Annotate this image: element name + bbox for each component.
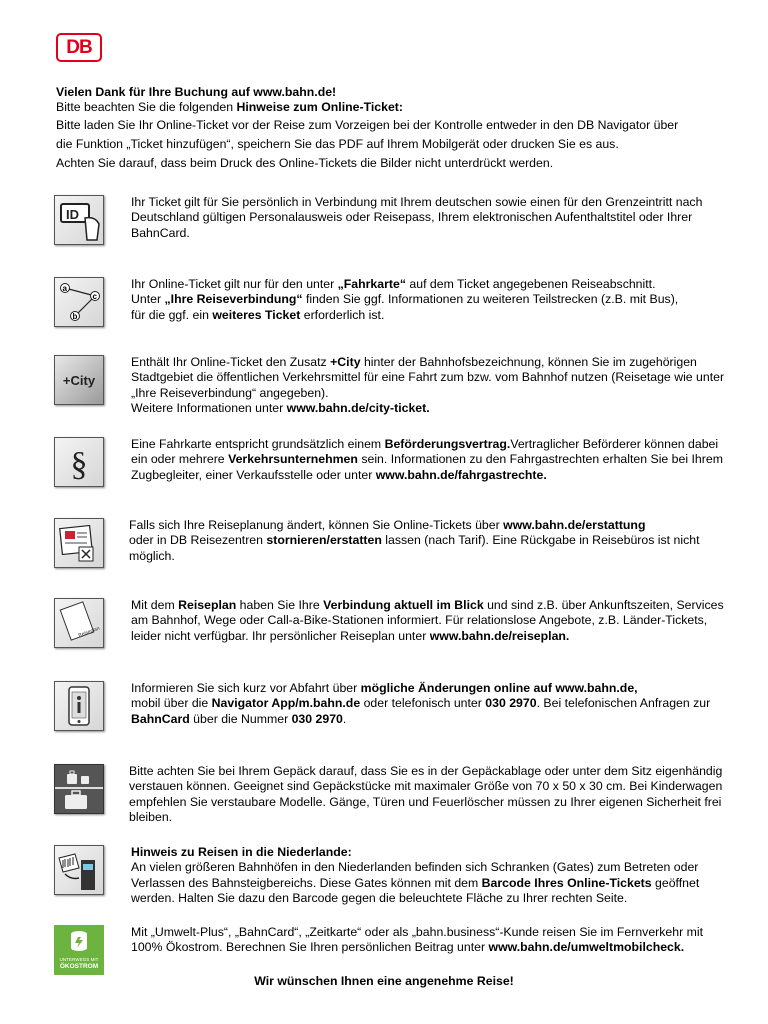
paragraph-icon — [54, 437, 104, 487]
notice-info-text — [131, 681, 731, 727]
info-t5: über die Nummer — [189, 711, 292, 726]
eco-icon-label: UNTERWEGS MIT — [59, 957, 99, 962]
route-t5: für die ggf. ein — [131, 307, 213, 322]
notice-law-text — [131, 437, 731, 483]
route-t6: erforderlich ist. — [300, 307, 385, 322]
notice-route-text — [131, 277, 731, 323]
db-logo: DB — [56, 33, 102, 62]
eco-b1: www.bahn.de/umweltmobilcheck. — [488, 940, 685, 955]
city-t2: hinter der Bahnhofsbezeichnung, können Sie im zugehörigen Stadtgebiet die öffentlichen Verkehrsmittel für eine Fahrt zum bzw. vom Bahnhof nutzen (Reisetage wie unter „Ihre Reiseverbindung“ angegeben). — [131, 355, 725, 400]
refund-t2: oder in DB Reisezentren — [129, 533, 267, 548]
law-b1: Beförderungsvertrag. — [384, 437, 511, 451]
id-card-icon — [54, 195, 104, 245]
id-icon-text: ID — [66, 207, 79, 222]
thanks-line — [56, 85, 736, 99]
refund-t1: Falls sich Ihre Reiseplanung ändert, können Sie Online-Tickets über — [129, 518, 504, 532]
phone-info-icon — [54, 681, 104, 731]
hint-bold: Hinweise zum Online-Ticket: — [236, 100, 404, 114]
info-t3: oder telefonisch unter — [360, 696, 486, 711]
route-label-b: b — [72, 312, 78, 321]
city-t1: Enthält Ihr Online-Ticket den Zusatz — [131, 355, 331, 369]
route-label-a: a — [62, 284, 67, 293]
notice-reiseplan-text — [131, 598, 731, 644]
city-icon-text: +City — [62, 373, 96, 388]
refund-b1: www.bahn.de/erstattung — [503, 518, 646, 532]
hint-line — [56, 99, 736, 116]
info-t6: . — [342, 711, 347, 726]
law-t2: Vertraglicher Beförderer können dabei ein oder mehrere — [131, 437, 719, 467]
city-t3: Weitere Informationen unter — [131, 400, 287, 415]
notice-netherlands-text — [131, 845, 731, 906]
refund-t3: lassen (nach Tarif). Eine Rückgabe in Reisebüros ist nicht möglich. — [129, 533, 700, 563]
eco-icon-label2: ÖKOSTROM — [59, 963, 99, 970]
info-b4: BahnCard — [131, 711, 190, 726]
netherlands-t1: An vielen größeren Bahnhöfen in den Niederlanden befinden sich Schranken (Gates) zum Betreten oder Verlassen des Bahnsteigbereichs. Diese Gates können mit dem — [131, 860, 699, 890]
route-label-c: c — [92, 292, 97, 301]
netherlands-b1: Barcode Ihres Online-Tickets — [481, 875, 652, 890]
info-b5: 030 2970 — [291, 711, 343, 726]
route-t4: finden Sie ggf. Informationen zu weiteren Teilstrecken (z.B. mit Bus), — [302, 292, 679, 307]
info-t2: mobil über die — [131, 696, 212, 711]
reiseplan-b1: Reiseplan — [178, 598, 237, 612]
reiseplan-t1: Mit dem — [131, 598, 179, 612]
refund-ticket-icon — [54, 518, 104, 568]
eco-t1: Mit „Umwelt-Plus“, „BahnCard“, „Zeitkarte“ oder als „bahn.business“-Kunde reisen Sie im Fernverkehr mit 100% Ökostrom. Berechnen Sie Ihren persönlichen Beitrag unter — [131, 925, 703, 955]
notice-id-text: Ihr Ticket gilt für Sie persönlich in Verbindung mit Ihrem deutschen sowie einen für den Grenzeintritt nach Deutschland gültigen Personalausweis oder Reisepass, Ihrem elektronischen Aufenthaltstitel oder Ihrer BahnCard. — [131, 195, 703, 240]
route-b1: „Fahrkarte“ — [337, 277, 406, 291]
gate-scanner-icon — [54, 845, 104, 895]
notice-luggage-text: Bitte achten Sie bei Ihrem Gepäck darauf, dass Sie es in der Gepäckablage oder unter dem Sitz eigenhändig verstauen können. Geeignet sind Gepäckstücke mit maximaler Größe von 70 x 50 x 30 cm. Bei Kinderwagen empfehlen Sie verstaubare Modelle. Gänge, Türen und Feuerlöscher müssen zu Ihrer eigenen Sicherheit frei bleiben. — [129, 764, 723, 824]
closing-greeting: Wir wünschen Ihnen eine angenehme Reise! — [254, 974, 514, 988]
intro-line-4: die Funktion „Ticket hinzufügen“, speichern Sie das PDF auf Ihrem Mobilgerät oder drucken Sie es aus. — [56, 137, 619, 151]
route-b2: „Ihre Reiseverbindung“ — [164, 292, 303, 307]
notice-eco-text — [131, 925, 731, 956]
reiseplan-b2: Verbindung aktuell im Blick — [323, 598, 484, 612]
reiseplan-icon — [54, 598, 104, 648]
route-b3: weiteres Ticket — [212, 307, 301, 322]
netherlands-heading: Hinweis zu Reisen in die Niederlande: — [131, 845, 352, 859]
intro-line-5: Achten Sie darauf, dass beim Druck des Online-Tickets die Bilder nicht unterdrückt werden. — [56, 156, 554, 170]
intro-section — [56, 85, 736, 173]
reiseplan-b3: www.bahn.de/reiseplan. — [429, 628, 570, 643]
refund-b2: stornieren/erstatten — [266, 533, 382, 548]
hint-text: Bitte beachten Sie die folgenden — [56, 100, 237, 114]
law-b2: Verkehrsunternehmen — [228, 452, 358, 467]
reiseplan-icon-text: Reiseplan — [77, 625, 101, 639]
city-b2: www.bahn.de/city-ticket. — [286, 400, 430, 415]
thanks-text: Vielen Dank für Ihre Buchung auf — [56, 85, 254, 99]
notice-refund-text — [129, 518, 729, 564]
paragraph-icon-text: § — [70, 446, 88, 483]
route-t3: Unter — [131, 292, 165, 307]
route-t1: Ihr Online-Ticket gilt nur für den unter — [131, 277, 338, 291]
info-t1: Informieren Sie sich kurz vor Abfahrt über — [131, 681, 361, 695]
info-b1: mögliche Änderungen online auf www.bahn.de, — [360, 681, 638, 695]
city-b1: +City — [330, 355, 361, 369]
notice-city-text — [131, 355, 731, 416]
intro-line-3: Bitte laden Sie Ihr Online-Ticket vor der Reise zum Vorzeigen bei der Kontrolle entweder in den DB Navigator über — [56, 118, 679, 132]
law-b3: www.bahn.de/fahrgastrechte. — [375, 467, 547, 482]
thanks-url: www.bahn.de! — [253, 85, 337, 99]
info-t4: . Bei telefonischen Anfragen zur — [536, 696, 711, 711]
info-b3: 030 2970 — [485, 696, 537, 711]
city-icon — [54, 355, 104, 405]
reiseplan-t3: und sind z.B. über Ankunftszeiten, Services am Bahnhof, Wege oder Call-a-Bike-Stationen informiert. Für relationslose Angebote, z.B. Länder-Tickets, leider nicht verfügbar. Ihr persönlicher Reiseplan unter — [131, 598, 724, 643]
law-t1: Eine Fahrkarte entspricht grundsätzlich einem — [131, 437, 385, 451]
eco-power-icon — [54, 925, 104, 975]
netherlands-t2: geöffnet werden. Halten Sie dazu den Barcode gegen die beleuchtete Fläche zu Ihrer rechten Seite. — [131, 875, 700, 905]
info-b2: Navigator App/m.bahn.de — [211, 696, 361, 711]
route-icon — [54, 277, 104, 327]
law-t3: sein. Informationen zu den Fahrgastrechten erhalten Sie bei Ihrem Zugbegleiter, einer Verkaufsstelle oder unter — [131, 452, 723, 482]
luggage-icon — [54, 764, 104, 814]
route-t2: auf dem Ticket angegebenen Reiseabschnitt. — [405, 277, 656, 291]
reiseplan-t2: haben Sie Ihre — [236, 598, 324, 612]
